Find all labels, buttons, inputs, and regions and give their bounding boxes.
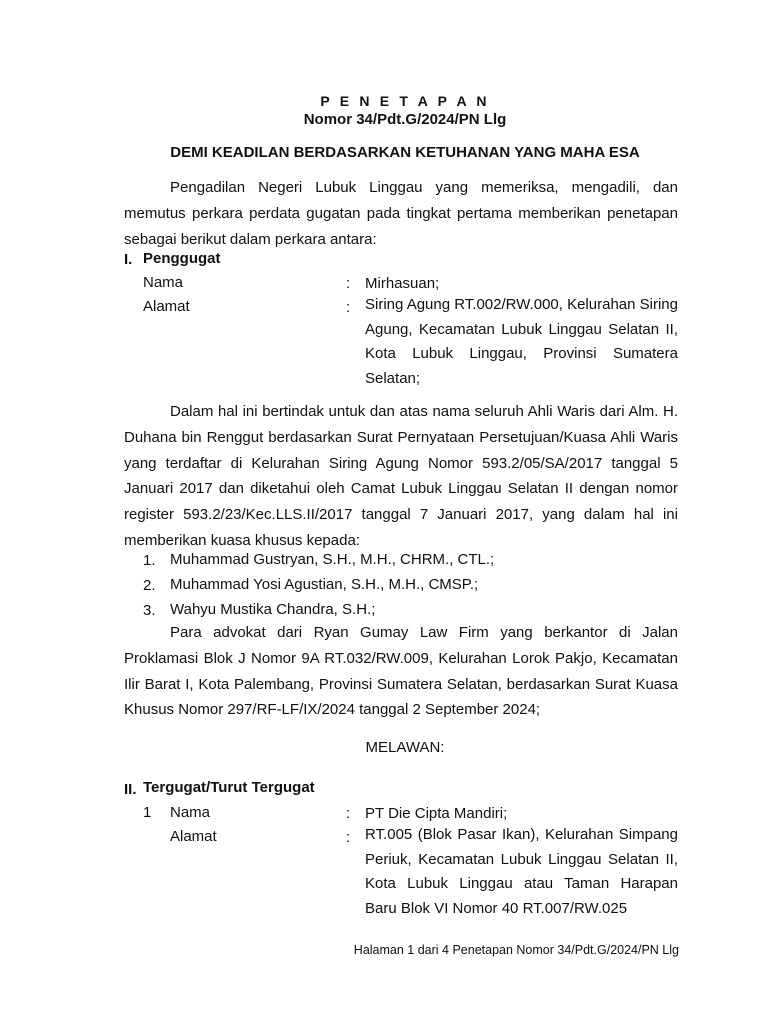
- defendant-name-value: PT Die Cipta Mandiri;: [365, 805, 508, 822]
- plaintiff-name-colon: :: [346, 275, 351, 292]
- plaintiff-address-colon: :: [346, 299, 351, 316]
- page-footer: Halaman 1 dari 4 Penetapan Nomor 34/Pdt.G/2024/PN Llg: [353, 943, 679, 957]
- defendant-name-colon: :: [346, 805, 351, 822]
- lawyer-number: 3.: [143, 602, 156, 619]
- plaintiff-name-value: Mirhasuan;: [365, 275, 440, 292]
- plaintiff-name-label: Nama: [143, 274, 184, 291]
- intro-paragraph: Pengadilan Negeri Lubuk Linggau yang memeriksa, mengadili, dan memutus perkara perdata gugatan pada tingkat pertama memberikan penetapan sebagai berikut dalam perkara antara:: [124, 179, 678, 248]
- versus-heading: MELAWAN:: [365, 739, 445, 756]
- lawyer-name: Muhammad Yosi Agustian, S.H., M.H., CMSP.;: [170, 576, 479, 593]
- plaintiff-heading: Penggugat: [143, 250, 221, 267]
- section-one-numeral: I.: [124, 251, 133, 268]
- law-firm-paragraph: Para advokat dari Ryan Gumay Law Firm yang berkantor di Jalan Proklamasi Blok J Nomor 9A RT.032/RW.009, Kelurahan Lorok Pakjo, Kecamatan Ilir Barat I, Kota Palembang, Provinsi Sumatera Selatan, berdasarkan Surat Kuasa Khusus Nomor 297/RF-LF/IX/2024 tanggal 2 September 2024;: [124, 624, 678, 719]
- justice-motto: DEMI KEADILAN BERDASARKAN KETUHANAN YANG MAHA ESA: [170, 144, 640, 161]
- plaintiff-address-value: Siring Agung RT.002/RW.000, Kelurahan Siring Agung, Kecamatan Lubuk Linggau Selatan II, Kota Lubuk Linggau, Provinsi Sumatera Selatan;: [365, 296, 678, 387]
- section-two-numeral: II.: [124, 781, 137, 798]
- defendant-address-colon: :: [346, 829, 351, 846]
- defendant-address-label: Alamat: [170, 828, 217, 845]
- lawyer-number: 1.: [143, 552, 156, 569]
- defendant-heading: Tergugat/Turut Tergugat: [143, 779, 315, 796]
- case-number: Nomor 34/Pdt.G/2024/PN Llg: [303, 111, 507, 128]
- lawyer-number: 2.: [143, 577, 156, 594]
- defendant-name-label: Nama: [170, 804, 211, 821]
- defendant-item-number: 1: [143, 804, 152, 821]
- lawyer-name: Wahyu Mustika Chandra, S.H.;: [170, 601, 376, 618]
- document-title: P E N E T A P A N: [320, 93, 490, 109]
- authority-paragraph: Dalam hal ini bertindak untuk dan atas nama seluruh Ahli Waris dari Alm. H. Duhana bin Renggut berdasarkan Surat Pernyataan Persetujuan/Kuasa Ahli Waris yang terdaftar di Kelurahan Siring Agung Nomor 593.2/05/SA/2017 tanggal 5 Januari 2017 dan diketahui oleh Camat Lubuk Linggau Selatan II dengan nomor register 593.2/23/Kec.LLS.II/2017 tanggal 7 Januari 2017, yang dalam hal ini memberikan kuasa khusus kepada:: [124, 403, 678, 549]
- lawyer-name: Muhammad Gustryan, S.H., M.H., CHRM., CTL.;: [170, 551, 495, 568]
- defendant-address-value: RT.005 (Blok Pasar Ikan), Kelurahan Simpang Periuk, Kecamatan Lubuk Linggau Selatan II, Kota Lubuk Linggau atau Taman Harapan Baru Blok VI Nomor 40 RT.007/RW.025: [365, 826, 678, 917]
- plaintiff-address-label: Alamat: [143, 298, 190, 315]
